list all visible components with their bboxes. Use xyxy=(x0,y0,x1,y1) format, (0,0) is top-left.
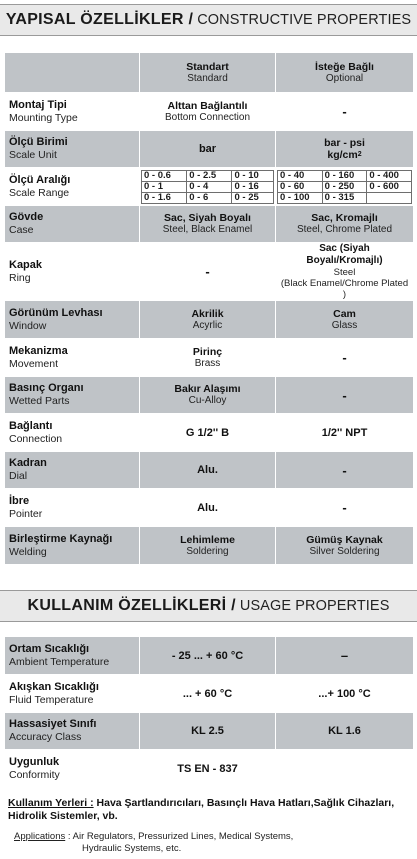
standard-value-en: Brass xyxy=(194,357,221,369)
row-label-en: Wetted Parts xyxy=(9,395,70,407)
range-value: 0 - 60 xyxy=(278,181,323,192)
usage-areas-text: Hava Şartlandırıcıları, Basınçlı Hava Hatları,Sağlık Cihazları, Hidrolik Sistemler, vb. xyxy=(8,797,395,822)
usage-areas xyxy=(8,797,410,823)
optional-value: 1/2'' NPT xyxy=(321,426,368,439)
standard-value-en: Steel, Black Enamel xyxy=(162,224,253,235)
standard-value-en: Acyrlic xyxy=(192,319,223,331)
standard-value-tr: Akrilik xyxy=(191,307,224,320)
range-value: 0 - 10 xyxy=(232,170,274,181)
row-label-en: Window xyxy=(9,319,47,332)
range-value: 0 - 1.6 xyxy=(142,192,187,203)
row-label-tr: Kadran xyxy=(9,457,47,469)
usage-title-tr: KULLANIM ÖZELLİKLERİ / xyxy=(27,597,236,614)
row-label-en: Accuracy Class xyxy=(9,731,82,743)
standard-value: Alu. xyxy=(197,501,218,514)
standard-value-tr: Bakır Alaşımı xyxy=(174,383,241,395)
table-row xyxy=(5,168,414,206)
row-label-tr: Hassasiyet Sınıfı xyxy=(9,718,97,730)
range-value: 0 - 600 xyxy=(367,181,412,192)
table-header-row xyxy=(5,53,414,93)
row-label-tr: Akışkan Sıcaklığı xyxy=(9,680,99,693)
row-label-en: Fluid Temperature xyxy=(9,693,94,706)
optional-value: ...+ 100 °C xyxy=(318,687,371,700)
row-label-tr: Ölçü Aralığı xyxy=(9,173,71,186)
row-label-en: Ambient Temperature xyxy=(9,655,110,668)
optional-value: - xyxy=(342,387,347,403)
row-label-en: Welding xyxy=(9,545,47,558)
usage-title-en: USAGE PROPERTIES xyxy=(239,598,390,614)
range-value: 0 - 0.6 xyxy=(142,170,187,181)
table-row xyxy=(5,131,414,168)
table-row xyxy=(5,750,414,788)
range-value: 0 - 250 xyxy=(322,181,367,192)
standard-header-en: Standard xyxy=(187,72,228,84)
constructive-properties-table xyxy=(4,52,414,565)
optional-range-grid xyxy=(277,170,412,204)
optional-value-line2 xyxy=(280,149,409,161)
applications-label: Applications xyxy=(14,831,66,842)
standard-header-tr: Standart xyxy=(186,60,229,73)
row-label-en: Connection xyxy=(9,432,63,445)
optional-value-en: Steel, Chrome Plated xyxy=(296,224,393,235)
standard-value-tr: Sac, Siyah Boyalı xyxy=(164,212,251,224)
range-value: 0 - 160 xyxy=(322,170,367,181)
row-label-en: Case xyxy=(9,224,34,236)
standard-value-en: Soldering xyxy=(186,545,229,557)
table-row xyxy=(5,637,414,675)
optional-value-en: Steel xyxy=(333,267,356,278)
range-value: 0 - 40 xyxy=(278,170,323,181)
usage-section-header xyxy=(0,590,417,622)
range-value: 0 - 2.5 xyxy=(187,170,232,181)
range-value: 0 - 100 xyxy=(278,192,323,203)
row-label-tr: Uygunluk xyxy=(9,755,60,768)
constructive-section-header xyxy=(0,4,417,36)
table-row xyxy=(5,93,414,131)
table-row xyxy=(5,452,414,489)
table-row xyxy=(5,489,414,527)
optional-value-tr: Cam xyxy=(333,307,356,320)
standard-value: - xyxy=(205,264,210,279)
row-label-tr: Birleştirme Kaynağı xyxy=(9,532,113,545)
table-row xyxy=(5,377,414,414)
range-value: 0 - 315 xyxy=(322,192,367,203)
standard-value: Alu. xyxy=(197,464,218,476)
standard-value: TS EN - 837 xyxy=(177,762,238,775)
table-row xyxy=(5,414,414,452)
optional-value-en: Glass xyxy=(331,319,358,331)
applications xyxy=(14,831,410,855)
range-value: 0 - 1 xyxy=(142,181,187,192)
table-row xyxy=(5,339,414,377)
row-label-en: Dial xyxy=(9,470,28,482)
applications-text: : Air Regulators, Pressurized Lines, Medical Systems, xyxy=(67,831,294,842)
optional-header-tr: İsteğe Bağlı xyxy=(315,60,374,73)
table-row xyxy=(5,675,414,713)
row-label-tr: Bağlantı xyxy=(9,419,53,432)
row-label-en: Movement xyxy=(9,357,59,370)
row-label-tr: Kapak xyxy=(9,258,43,271)
row-label-en: Mounting Type xyxy=(9,111,78,124)
constructive-title-tr: YAPISAL ÖZELLİKLER / xyxy=(5,11,194,28)
row-label-en: Conformity xyxy=(9,768,60,781)
optional-value-tr: Sac (Siyah Boyalı/Kromajlı) xyxy=(306,243,383,266)
table-row xyxy=(5,301,414,339)
optional-value: – xyxy=(340,648,349,663)
applications-text-line2: Hydraulic Systems, etc. xyxy=(82,843,182,854)
standard-value: - 25 ... + 60 °C xyxy=(171,649,244,662)
table-row xyxy=(5,527,414,565)
optional-value: - xyxy=(342,500,347,515)
standard-value: KL 2.5 xyxy=(191,725,224,737)
range-value: 0 - 6 xyxy=(187,192,232,203)
standard-value-tr: Pirinç xyxy=(192,345,223,358)
standard-value-tr: Lehimleme xyxy=(180,533,235,546)
optional-value-tr: Sac, Kromajlı xyxy=(311,212,378,224)
optional-value: - xyxy=(342,462,347,478)
row-label-tr: Ortam Sıcaklığı xyxy=(9,642,90,655)
unit-text: kg/cm xyxy=(327,149,358,161)
row-label-en: Scale Range xyxy=(9,186,70,199)
usage-properties-table xyxy=(4,636,414,788)
optional-value-en: Silver Soldering xyxy=(309,545,380,557)
row-label-tr: İbre xyxy=(9,494,30,507)
range-value: 0 - 25 xyxy=(232,192,274,203)
standard-value: bar xyxy=(198,143,217,155)
row-label-en: Scale Unit xyxy=(9,149,57,161)
row-label-tr: Görünüm Levhası xyxy=(9,306,103,319)
optional-value: - xyxy=(342,350,347,365)
row-label-tr: Mekanizma xyxy=(9,344,68,357)
row-label-en: Ring xyxy=(9,271,31,284)
optional-value: KL 1.6 xyxy=(328,725,361,737)
optional-header-en: Optional xyxy=(325,72,364,84)
row-label-tr: Montaj Tipi xyxy=(9,98,67,111)
optional-value-line1: bar - psi xyxy=(324,137,365,149)
row-label-tr: Basınç Organı xyxy=(9,382,84,394)
standard-value-en: Cu-Alloy xyxy=(188,395,227,406)
constructive-title-en: CONSTRUCTIVE PROPERTIES xyxy=(197,12,412,28)
usage-areas-label: Kullanım Yerleri : xyxy=(8,797,94,809)
table-row xyxy=(5,206,414,243)
standard-value: G 1/2'' B xyxy=(185,426,230,439)
standard-value-tr: Alttan Bağlantılı xyxy=(167,99,248,112)
optional-value-tr: Gümüş Kaynak xyxy=(306,533,383,546)
row-label-en: Pointer xyxy=(9,507,43,520)
standard-value: ... + 60 °C xyxy=(182,687,233,700)
table-row xyxy=(5,243,414,301)
range-value xyxy=(367,192,412,203)
optional-value-en-line2: (Black Enamel/Chrome Plated ) xyxy=(280,278,409,300)
row-label-tr: Gövde xyxy=(9,211,44,223)
row-label-tr: Ölçü Birimi xyxy=(9,136,68,148)
table-row xyxy=(5,713,414,750)
standard-value-en: Bottom Connection xyxy=(164,111,251,123)
range-value: 0 - 4 xyxy=(187,181,232,192)
standard-range-grid xyxy=(141,170,274,204)
unit-superscript: 2 xyxy=(357,151,362,158)
range-value: 0 - 16 xyxy=(232,181,274,192)
optional-value: - xyxy=(342,104,347,119)
range-value: 0 - 400 xyxy=(367,170,412,181)
